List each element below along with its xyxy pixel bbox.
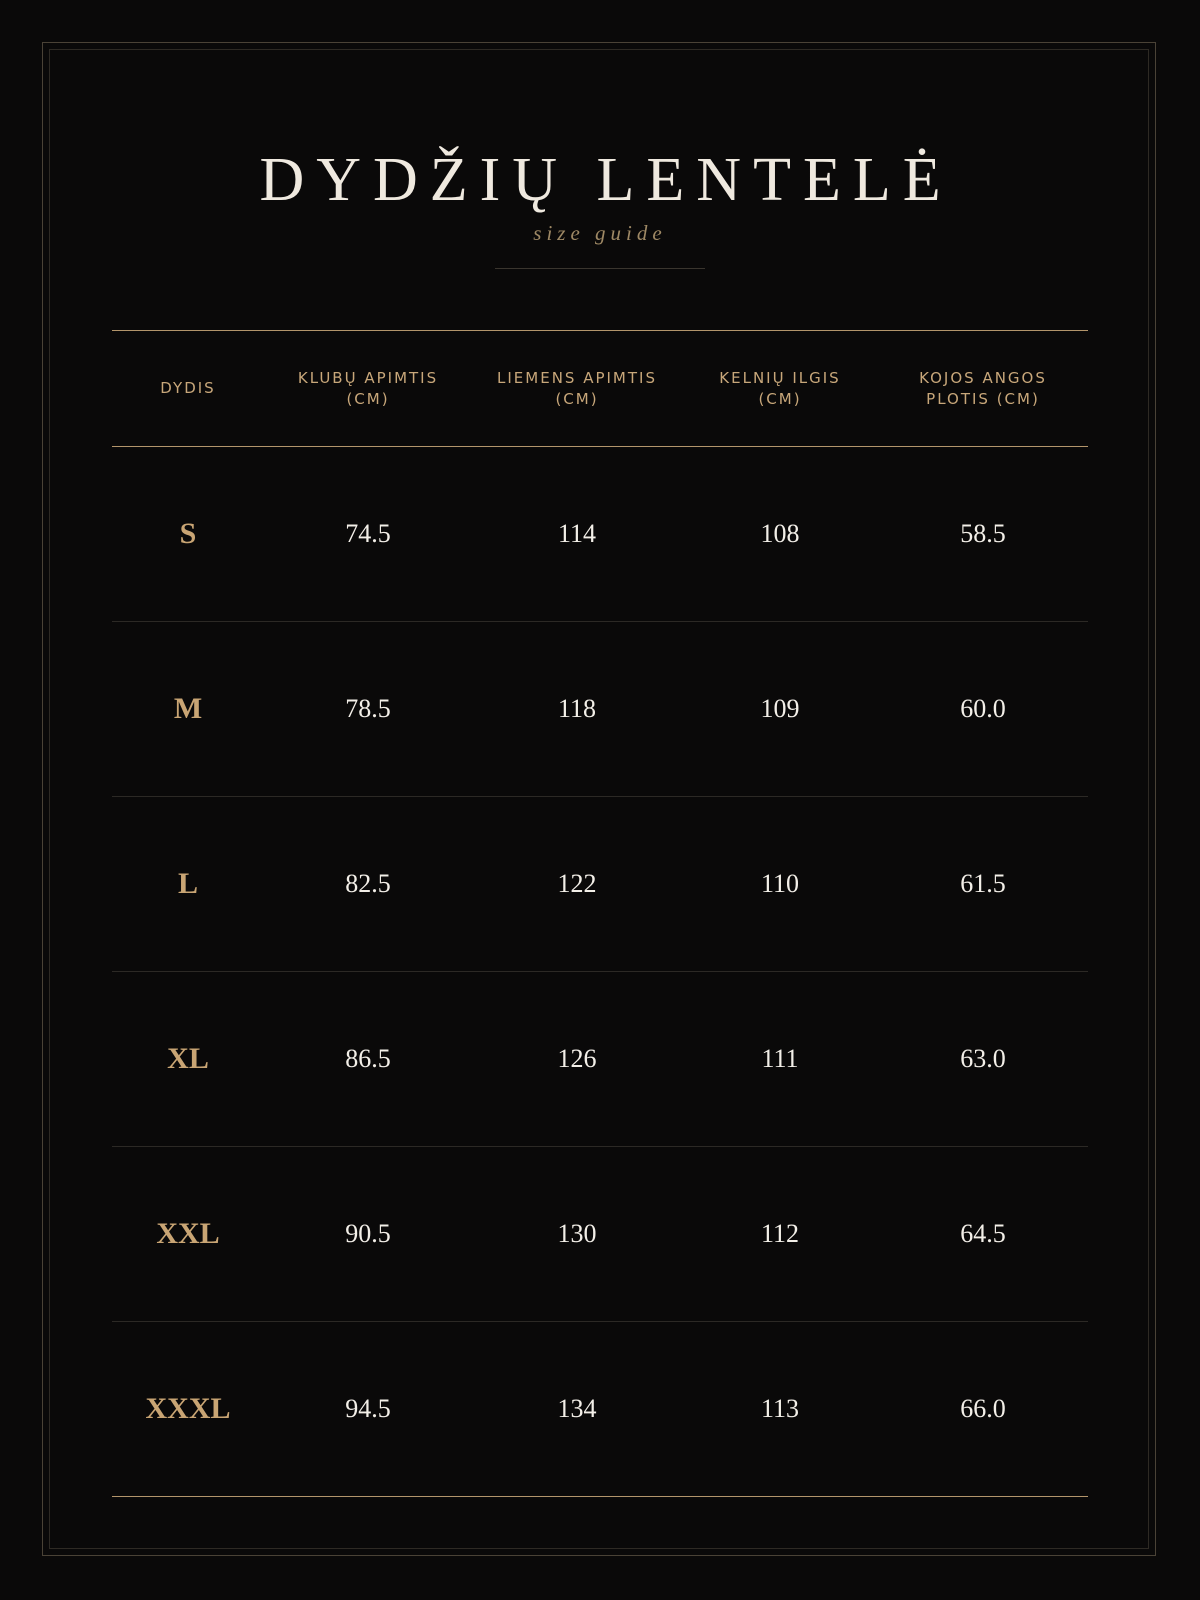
table-row — [112, 446, 1088, 621]
column-header-label: DYDIS — [160, 379, 216, 397]
hip-value: 74.5 — [345, 519, 391, 548]
waist-value: 130 — [557, 1219, 597, 1248]
size-label: S — [179, 517, 197, 550]
leg-opening-value: 66.0 — [960, 1394, 1006, 1423]
length-value: 111 — [761, 1044, 799, 1073]
leg-opening-value: 61.5 — [960, 869, 1006, 898]
size-label: M — [173, 692, 203, 725]
column-header-leg-opening — [878, 368, 1088, 410]
column-header-hip — [264, 368, 472, 410]
hip-value: 78.5 — [345, 694, 391, 723]
column-header-length — [682, 368, 878, 410]
table-row — [112, 971, 1088, 1146]
waist-value: 118 — [557, 694, 597, 723]
hip-value: 86.5 — [345, 1044, 391, 1073]
size-label: XL — [167, 1042, 209, 1075]
page-subtitle: size guide — [533, 221, 667, 245]
waist-value: 126 — [557, 1044, 597, 1073]
table-row — [112, 1321, 1088, 1496]
title-divider — [495, 268, 705, 269]
column-header-label: LIEMENS APIMTIS — [497, 368, 657, 387]
column-header-label: KOJOS ANGOS — [919, 368, 1047, 387]
column-header-unit: (CM) — [346, 389, 390, 408]
leg-opening-value: 64.5 — [960, 1219, 1006, 1248]
waist-value: 114 — [557, 519, 597, 548]
leg-opening-value: 63.0 — [960, 1044, 1006, 1073]
page-title: DYDŽIŲ LENTELĖ — [259, 146, 953, 214]
table-bottom-rule — [112, 1496, 1088, 1497]
size-label: XXL — [156, 1217, 220, 1250]
hip-value: 94.5 — [345, 1394, 391, 1423]
length-value: 108 — [760, 519, 800, 548]
length-value: 109 — [760, 694, 800, 723]
column-header-label: KELNIŲ ILGIS — [719, 368, 841, 387]
leg-opening-value: 58.5 — [960, 519, 1006, 548]
column-header-unit: (CM) — [758, 389, 802, 408]
length-value: 113 — [760, 1394, 800, 1423]
size-table — [112, 330, 1088, 1497]
hip-value: 82.5 — [345, 869, 391, 898]
column-header-waist — [472, 368, 682, 410]
column-header-size — [112, 378, 264, 399]
table-row — [112, 1146, 1088, 1321]
column-header-unit: (CM) — [555, 389, 599, 408]
table-row — [112, 796, 1088, 971]
table-header-row — [112, 331, 1088, 446]
waist-value: 122 — [557, 869, 597, 898]
leg-opening-value: 60.0 — [960, 694, 1006, 723]
column-header-unit: PLOTIS (CM) — [926, 389, 1040, 408]
hip-value: 90.5 — [345, 1219, 391, 1248]
length-value: 112 — [760, 1219, 800, 1248]
column-header-label: KLUBŲ APIMTIS — [297, 368, 439, 387]
length-value: 110 — [760, 869, 800, 898]
table-row — [112, 621, 1088, 796]
waist-value: 134 — [557, 1394, 597, 1423]
size-label: L — [177, 867, 198, 900]
size-label: XXXL — [145, 1392, 231, 1425]
